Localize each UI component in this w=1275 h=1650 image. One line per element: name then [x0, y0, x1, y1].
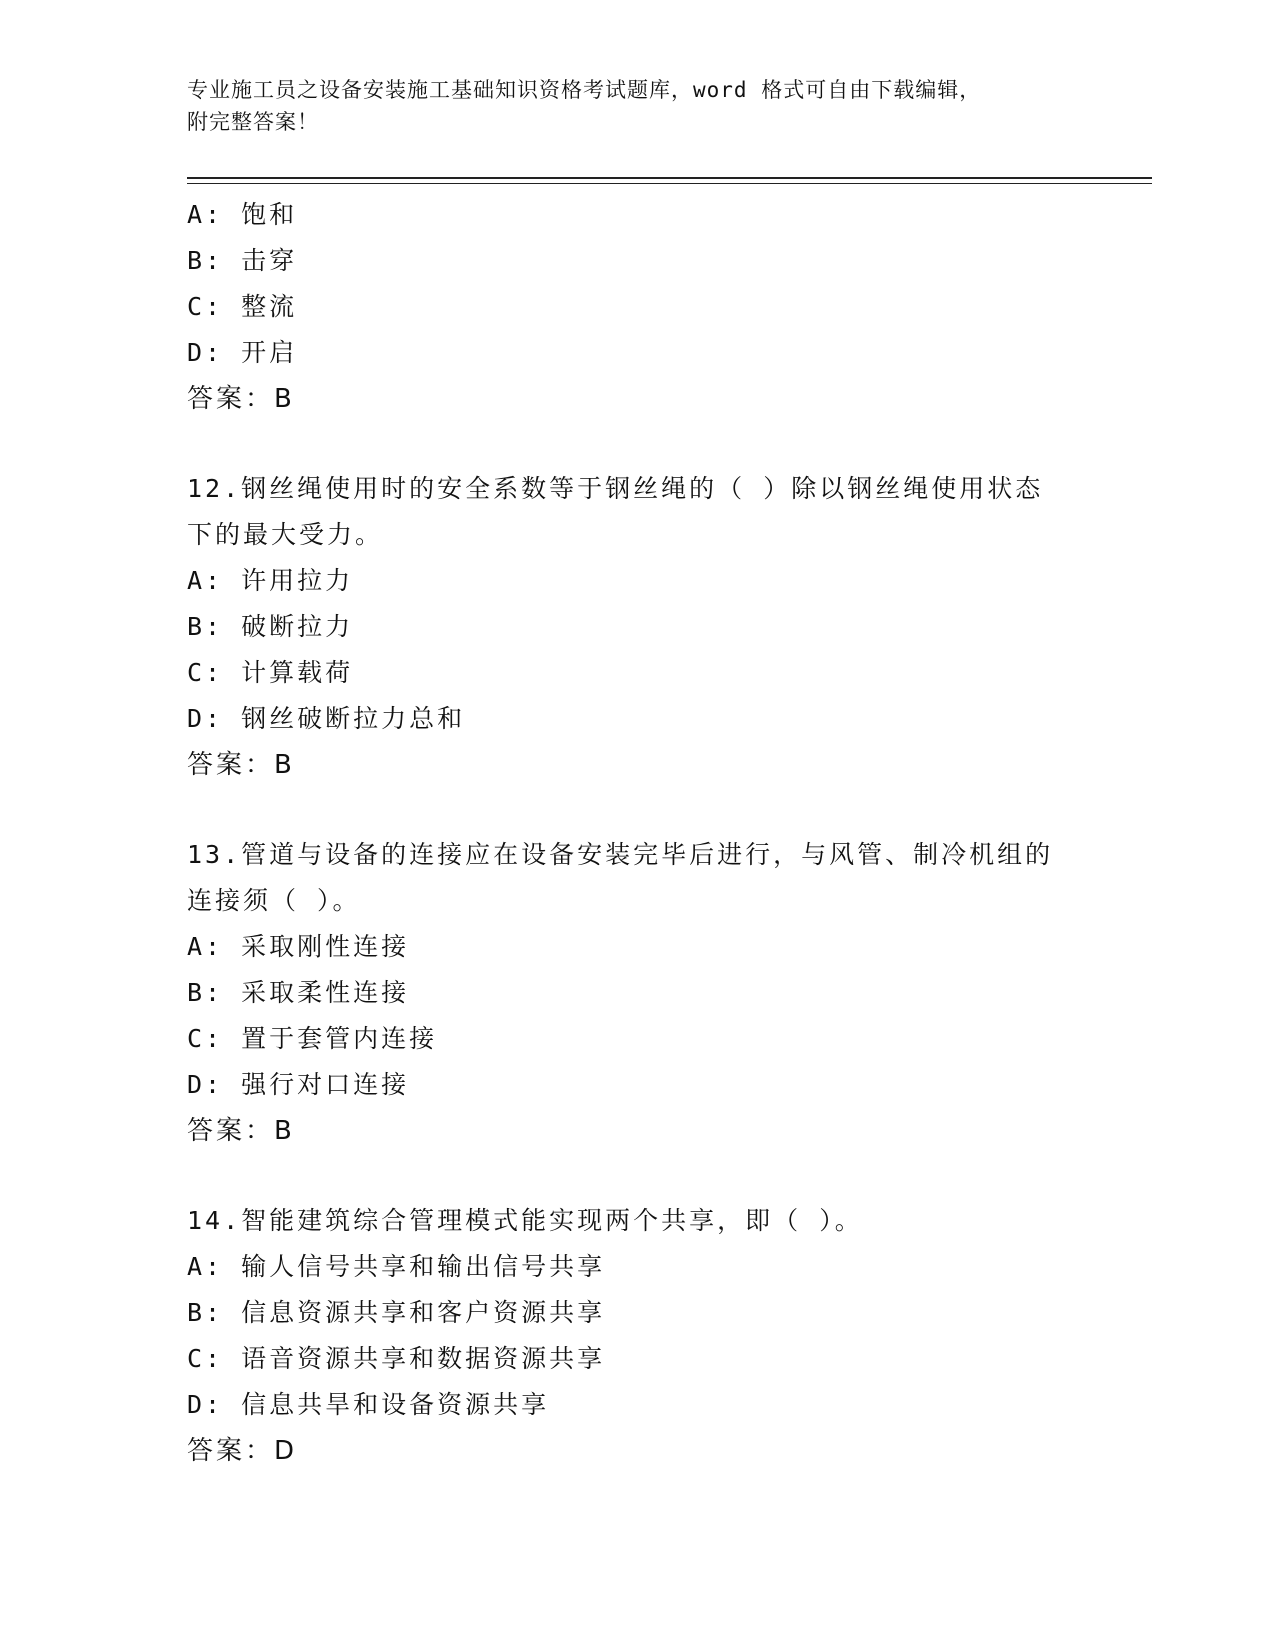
- question-stem-cont: 连接须（ ）。: [187, 886, 361, 915]
- header-divider: [187, 177, 1152, 179]
- question-block-prev: [187, 192, 1087, 422]
- option-b: B: 采取柔性连接: [187, 978, 410, 1007]
- option-c: C: 整流: [187, 292, 298, 321]
- option-d: D: 钢丝破断拉力总和: [187, 704, 466, 733]
- answer-line: 答案：D: [187, 1436, 298, 1466]
- option-d: D: 开启: [187, 338, 298, 367]
- header-line-1: 专业施工员之设备安装施工基础知识资格考试题库，word 格式可自由下载编辑，: [187, 78, 982, 102]
- option-a: A: 许用拉力: [187, 566, 354, 595]
- question-13: [187, 832, 1087, 1154]
- option-a: A: 输人信号共享和输出信号共享: [187, 1252, 606, 1281]
- option-d: D: 强行对口连接: [187, 1070, 410, 1099]
- question-list: [187, 192, 1087, 1474]
- question-14: [187, 1198, 1087, 1474]
- option-d: D: 信息共旱和设备资源共享: [187, 1390, 550, 1419]
- question-stem-cont: 下的最大受力。: [187, 520, 384, 549]
- answer-line: 答案：B: [187, 750, 295, 780]
- header-line-2: 附完整答案！: [187, 110, 319, 134]
- option-a: A: 饱和: [187, 200, 298, 229]
- option-b: B: 击穿: [187, 246, 298, 275]
- question-stem: 12.钢丝绳使用时的安全系数等于钢丝绳的（ ）除以钢丝绳使用状态: [187, 474, 1044, 503]
- option-b: B: 信息资源共享和客户资源共享: [187, 1298, 606, 1327]
- answer-line: 答案：B: [187, 1116, 295, 1146]
- option-c: C: 计算载荷: [187, 658, 354, 687]
- question-stem: 13.管道与设备的连接应在设备安装完毕后进行，与风管、制冷机组的: [187, 840, 1054, 869]
- answer-line: 答案：B: [187, 384, 295, 414]
- document-header: [187, 74, 1067, 138]
- option-b: B: 破断拉力: [187, 612, 354, 641]
- header-divider-thin: [187, 183, 1152, 184]
- question-stem: 14.智能建筑综合管理模式能实现两个共享，即（ ）。: [187, 1206, 863, 1235]
- option-c: C: 置于套管内连接: [187, 1024, 438, 1053]
- option-c: C: 语音资源共享和数据资源共享: [187, 1344, 606, 1373]
- option-a: A: 采取刚性连接: [187, 932, 410, 961]
- question-12: [187, 466, 1087, 788]
